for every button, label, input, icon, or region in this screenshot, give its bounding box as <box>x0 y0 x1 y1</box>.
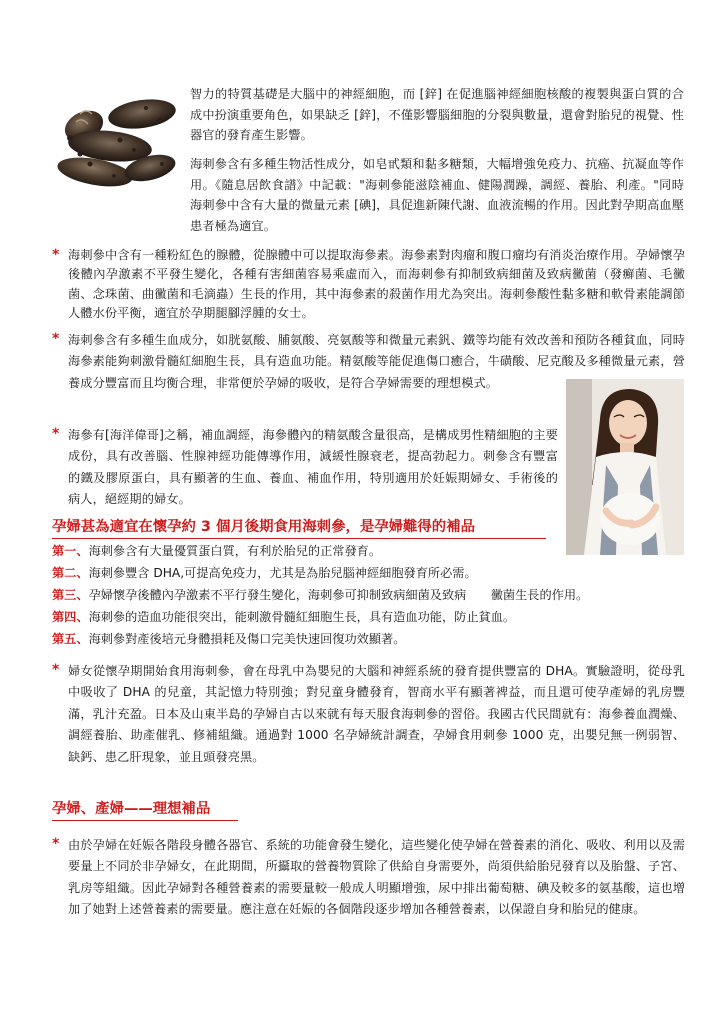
intro-paragraph-1: 智力的特質基礎是大腦中的神經細胞，而 [鋅] 在促進腦神經細胞核酸的複製與蛋白質的合成中扮演重要角色，如果缺乏 [鋅]，不僅影響腦細胞的分裂與數量，還會對胎兒的視覺、性器官的發育產生影響。 <box>190 87 684 143</box>
item-text: 海刺參的造血功能很突出，能刺激骨髓紅細胞生長，具有造血功能，防止貧血。 <box>88 610 516 624</box>
section-1-heading: 孕婦甚為適宜在懷孕約 3 個月後期食用海刺參，是孕婦難得的補品 <box>52 519 475 535</box>
item-text: 孕婦懷孕後體內孕激素不平行發生變化，海刺參可抑制致病細菌及致病 黴菌生長的作用。 <box>88 588 589 602</box>
bullet-paragraph-3: 海參有[海洋偉哥]之稱，補血調經，海參體內的精氨酸含量很高，是構成男性精細胞的主要成份，具有改善腦、性腺神經功能傳導作用，減緩性腺衰老，提高勃起力。刺參含有豐富的鐵及膠原蛋白，具有顯著的生血、養血、補血作用，特別適用於妊娠期婦女、手術後的病人，絕經期的婦女。 <box>68 428 558 507</box>
item-text: 海刺參豐含 DHA,可提高免疫力，尤其是為胎兒腦神經細胞發育所必需。 <box>88 566 477 580</box>
item-text: 海刺參含有大量優質蛋白質，有利於胎兒的正常發育。 <box>88 544 382 558</box>
numbered-item-1 <box>52 541 381 561</box>
bullet-star: * <box>52 426 60 442</box>
item-label: 第三、 <box>52 588 89 602</box>
section-2-heading: 孕婦、產婦——理想補品 <box>52 801 211 817</box>
section-1-underline <box>52 538 546 539</box>
item-text: 海刺參對產後培元身體損耗及傷口完美快速回復功效顯著。 <box>88 632 406 646</box>
intro-paragraph-2: 海刺參含有多種生物活性成分，如皂甙類和黏多糖類，大幅增強免疫力、抗癌、抗凝血等作用。《隨息居飲食譜》中記載："海刺參能滋陰補血、健陽潤躁，調經、養胎、利產。"同時海刺參中含有大量的微量元素 [碘]，具促進新陳代謝、血液流暢的作用。因此對孕期高血壓患者極為適宜。 <box>190 157 684 233</box>
item-label: 第一、 <box>52 544 89 558</box>
bullet-star: * <box>52 836 60 852</box>
bullet-paragraph-1: 海刺參中含有一種粉紅色的腺體，從腺體中可以提取海參素。海參素對肉瘤和腹口瘤均有消炎治療作用。孕婦懷孕後體內孕激素不平發生變化，各種有害細菌容易乘虛而入，而海刺參有抑制致病細菌及致病黴菌（發癬菌、毛黴菌、念珠菌、曲黴菌和毛滴蟲）生長的作用，其中海參素的殺菌作用尤為突出。海刺參酸性黏多糖和軟骨素能調節人體水份平衡，適宜於孕期腿腳浮腫的女士。 <box>68 248 685 321</box>
item-label: 第二、 <box>52 566 89 580</box>
numbered-item-2 <box>52 563 477 583</box>
bullet-star: * <box>52 331 60 347</box>
numbered-item-4 <box>52 607 515 627</box>
pregnant-woman-photo <box>566 379 684 555</box>
sea-cucumber-photo <box>50 84 180 196</box>
item-label: 第五、 <box>52 632 89 646</box>
section-1-bullet-paragraph: 婦女從懷孕期開始食用海刺參，會在母乳中為嬰兒的大腦和神經系統的發育提供豐富的 DHA。實驗證明，從母乳中吸收了 DHA 的兒童，其記憶力特別強；對兒童身體發育，智商水平有顯著裨益，而且還可使孕產婦的乳房豐滿，乳汁充盈。日本及山東半島的孕婦自古以來就有每天服食海刺參的習俗。我國古代民間就有：海參養血潤燥、調經養胎、助產催乳、修補組織。通過對 1000 名孕婦統計調查，孕婦食用刺參 1000 克，出嬰兒無一例弱智、缺鈣、患乙肝現象，並且頭發亮黑。 <box>68 664 685 764</box>
section-2-underline <box>52 820 238 821</box>
bullet-star: * <box>52 247 60 263</box>
item-label: 第四、 <box>52 610 89 624</box>
numbered-item-3 <box>52 585 588 605</box>
numbered-item-5 <box>52 629 405 649</box>
section-2-bullet-paragraph: 由於孕婦在妊娠各階段身體各器官、系統的功能會發生變化，這些變化使孕婦在營養素的消化、吸收、利用以及需要量上不同於非孕婦女，在此期間，所攝取的營養物質除了供給自身需要外，尚須供給胎兒發育以及胎盤、子宮、乳房等組織。因此孕婦對各種營養素的需要量較一般成人明顯增強，尿中排出葡萄糖、碘及較多的氨基酸，這也增加了她對上述營養素的需要量。應注意在妊娠的各個階段逐步增加各種營養素，以保證自身和胎兒的健康。 <box>68 838 685 917</box>
bullet-paragraph-2: 海刺參含有多種生血成分，如胱氨酸、脯氨酸、亮氨酸等和微量元素釩、鐵等均能有效改善和預防各種貧血，同時海參素能夠刺激骨髓紅細胞生長，具有造血功能。精氨酸等能促進傷口癒合，牛磺酸、尼克酸及多種微量元素，營養成分豐富而且均衡合理，非常便於孕婦的吸收，是符合孕婦需要的理想模式。 <box>68 333 685 390</box>
bullet-star: * <box>52 662 60 678</box>
